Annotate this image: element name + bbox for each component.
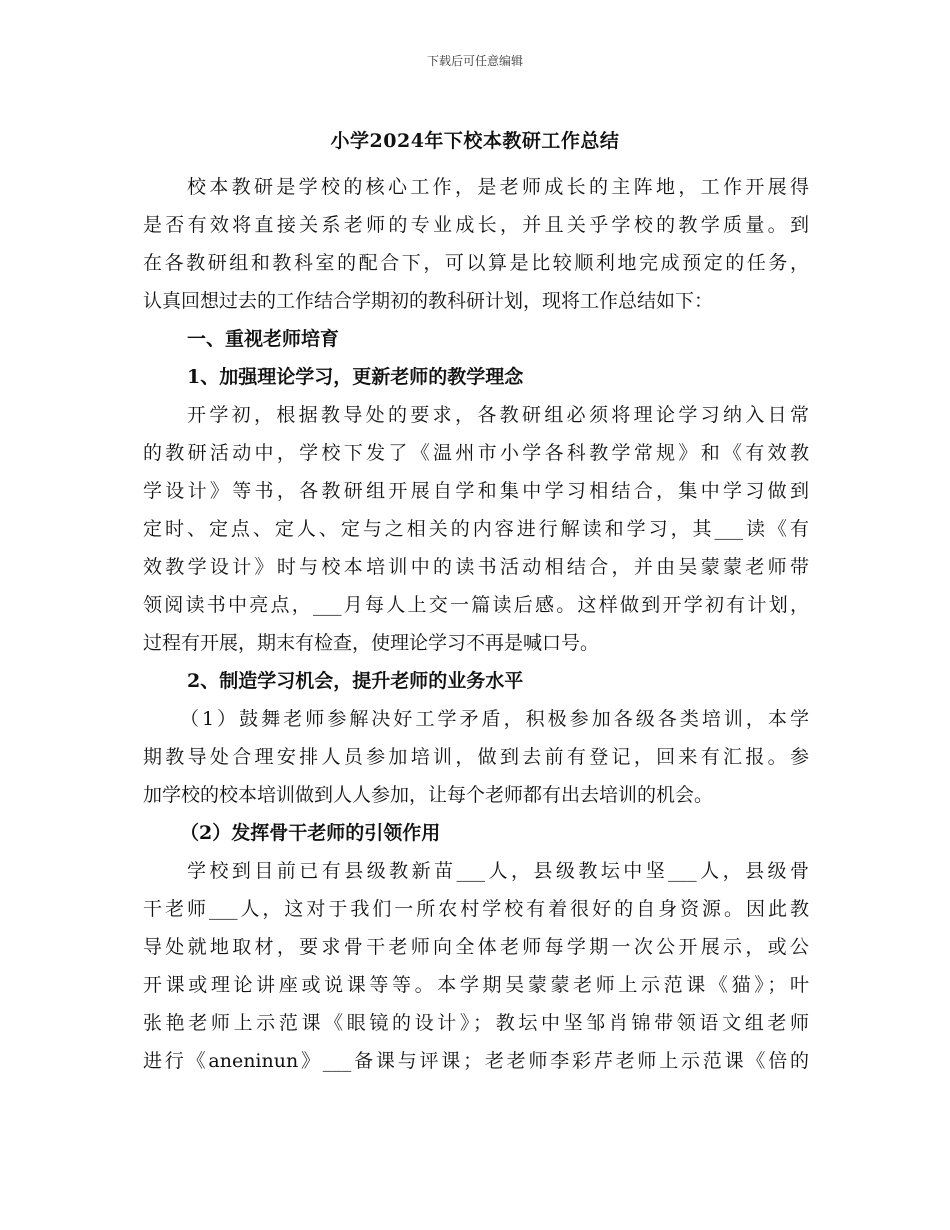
header-note: 下载后可任意编辑 (426, 54, 523, 68)
document-title: 小学2024年下校本教研工作总结 (330, 130, 620, 152)
paragraph-line: 的教研活动中，学校下发了《温州市小学各科教学常规》和《有效教 (143, 442, 809, 464)
paragraph-line: 张艳老师上示范课《眼镜的设计》；教坛中坚邹肖锦带领语文组老师 (143, 1012, 809, 1034)
paragraph-line: 开课或理论讲座或说课等等。本学期吴蒙蒙老师上示范课《猫》；叶 (143, 974, 809, 996)
paragraph-line: 过程有开展，期末有检查，使理论学习不再是喊口号。 (143, 632, 600, 654)
paragraph-line: 加学校的校本培训做到人人参加，让每个老师都有出去培训的机会。 (143, 784, 714, 806)
paragraph-line: 定时、定点、定人、定与之相关的内容进行解读和学习，其___读《有 (143, 518, 809, 540)
section-heading: （2）发挥骨干老师的引领作用 (180, 822, 441, 844)
section-heading: 2、制造学习机会，提升老师的业务水平 (187, 670, 524, 692)
paragraph-line: 认真回想过去的工作结合学期初的教科研计划，现将工作总结如下： (143, 290, 714, 312)
paragraph-line: 学设计》等书，各教研组开展自学和集中学习相结合，集中学习做到 (143, 480, 809, 502)
paragraph-line: 领阅读书中亮点，___月每人上交一篇读后感。这样做到开学初有计划， (143, 594, 809, 616)
document-body (143, 168, 809, 1080)
section-heading: 一、重视老师培育 (187, 328, 340, 350)
section-heading: 1、加强理论学习，更新老师的教学理念 (187, 366, 524, 388)
paragraph-line: 开学初，根据教导处的要求，各教研组必须将理论学习纳入日常 (187, 404, 809, 426)
paragraph-line: 学校到目前已有县级教新苗___人，县级教坛中坚___人，县级骨 (187, 860, 809, 882)
paragraph-line: 是否有效将直接关系老师的专业成长，并且关乎学校的教学质量。到 (143, 214, 809, 236)
paragraph-line: （1）鼓舞老师参解决好工学矛盾，积极参加各级各类培训，本学 (180, 708, 809, 730)
paragraph-line: 效教学设计》时与校本培训中的读书活动相结合，并由吴蒙蒙老师带 (143, 556, 809, 578)
paragraph-line: 期教导处合理安排人员参加培训，做到去前有登记，回来有汇报。参 (143, 746, 809, 768)
paragraph-line: 导处就地取材，要求骨干老师向全体老师每学期一次公开展示，或公 (143, 936, 809, 958)
paragraph-line: 校本教研是学校的核心工作，是老师成长的主阵地，工作开展得 (187, 176, 809, 198)
paragraph-line: 在各教研组和教科室的配合下，可以算是比较顺利地完成预定的任务， (143, 252, 809, 274)
paragraph-line: 进行《aneninun》___备课与评课；老老师李彩芹老师上示范课《倍的 (143, 1050, 809, 1072)
paragraph-line: 干老师___人，这对于我们一所农村学校有着很好的自身资源。因此教 (143, 898, 809, 920)
